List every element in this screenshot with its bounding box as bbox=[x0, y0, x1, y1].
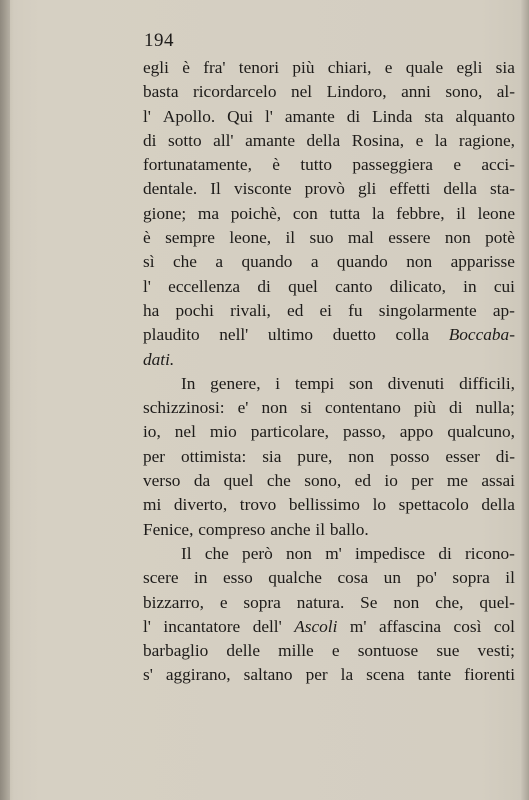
word: esso bbox=[222, 568, 253, 588]
word: canto bbox=[335, 276, 373, 296]
word: barbaglio bbox=[143, 641, 209, 661]
word: sempre bbox=[165, 228, 215, 248]
word: però bbox=[242, 543, 273, 563]
text-line bbox=[143, 396, 515, 420]
word: nell' bbox=[219, 325, 249, 345]
word: il bbox=[505, 568, 515, 588]
word: che bbox=[266, 471, 291, 491]
word: leone bbox=[477, 203, 515, 223]
word: della bbox=[443, 179, 477, 199]
word: cosa bbox=[337, 568, 369, 588]
text-line bbox=[143, 566, 515, 590]
word: più bbox=[292, 58, 315, 77]
word: ottimista: bbox=[180, 446, 247, 466]
word: tempi bbox=[294, 373, 335, 393]
word: genere, bbox=[210, 373, 261, 393]
word: me bbox=[446, 471, 468, 491]
word: non bbox=[406, 252, 433, 272]
word: febbre, bbox=[396, 203, 445, 223]
text-line bbox=[143, 469, 515, 493]
word: ragione, bbox=[458, 130, 515, 150]
word: non bbox=[261, 398, 288, 418]
word: ei bbox=[319, 300, 332, 320]
word: più bbox=[413, 398, 436, 418]
word: della bbox=[306, 130, 341, 150]
word: schizzinosi: bbox=[143, 398, 225, 418]
word: alquanto bbox=[455, 106, 515, 126]
word: per bbox=[411, 471, 434, 491]
text-line bbox=[143, 56, 515, 80]
word: passeggiera bbox=[352, 155, 433, 175]
word: con bbox=[292, 203, 318, 223]
word: a bbox=[215, 252, 224, 272]
word: Linda bbox=[372, 106, 413, 126]
word: visconte bbox=[233, 179, 292, 199]
word: fu bbox=[348, 300, 363, 320]
word: egli bbox=[143, 58, 169, 77]
word: m' bbox=[325, 543, 342, 563]
word: qualcuno, bbox=[447, 422, 515, 442]
word: e bbox=[331, 641, 340, 661]
word: Boccaba- bbox=[448, 325, 515, 345]
word: non bbox=[348, 446, 375, 466]
word: di bbox=[143, 130, 157, 150]
word: m' bbox=[349, 616, 367, 636]
word: nulla; bbox=[475, 398, 515, 418]
word: ricordarcelo bbox=[193, 82, 277, 102]
word: vesti; bbox=[477, 641, 515, 661]
word: basta bbox=[143, 82, 179, 102]
word: il bbox=[285, 228, 296, 248]
text-line bbox=[143, 420, 515, 444]
word: passo, bbox=[342, 422, 386, 442]
word: quel- bbox=[479, 592, 515, 612]
word: amante bbox=[284, 106, 335, 126]
word: Il bbox=[181, 543, 192, 563]
text-line bbox=[143, 250, 515, 274]
word: bellissimo bbox=[288, 495, 360, 515]
text-line bbox=[143, 105, 515, 129]
word: posso bbox=[390, 446, 430, 466]
word: dentale. bbox=[143, 179, 198, 199]
text-line bbox=[143, 372, 515, 396]
word: di bbox=[257, 276, 271, 296]
word: s' bbox=[143, 665, 153, 685]
word: Qui bbox=[227, 106, 254, 126]
word: sia bbox=[262, 446, 282, 466]
word: delle bbox=[226, 641, 261, 661]
word: non bbox=[444, 228, 471, 248]
word: e bbox=[415, 130, 424, 150]
word: il bbox=[456, 203, 466, 223]
word: tutto bbox=[300, 155, 332, 175]
word: che, bbox=[435, 592, 464, 612]
word: nel bbox=[174, 422, 196, 442]
word: si bbox=[300, 398, 312, 418]
page-number: 194 bbox=[144, 30, 174, 51]
word: l' bbox=[143, 616, 151, 636]
word: aggirano, bbox=[165, 665, 231, 685]
word: quel bbox=[223, 471, 254, 491]
word: col bbox=[493, 616, 515, 636]
word: impedisce bbox=[355, 543, 426, 563]
word: l' bbox=[143, 106, 151, 126]
text-line bbox=[143, 177, 515, 201]
body-text bbox=[143, 56, 515, 688]
word: quale bbox=[405, 58, 444, 77]
word: essere bbox=[388, 228, 431, 248]
word: per bbox=[143, 446, 166, 466]
text-line bbox=[143, 518, 515, 542]
word: sopra bbox=[452, 568, 490, 588]
word: assai bbox=[481, 471, 515, 491]
word: Il bbox=[210, 179, 221, 199]
word: è bbox=[143, 228, 151, 248]
word: tante bbox=[417, 665, 452, 685]
word: verso bbox=[143, 471, 181, 491]
word: egli bbox=[456, 58, 483, 77]
word: e bbox=[453, 155, 461, 175]
word: ed bbox=[287, 300, 304, 320]
word: ma bbox=[197, 203, 220, 223]
word: di bbox=[449, 398, 463, 418]
word: effetti bbox=[389, 179, 431, 199]
word: anni bbox=[401, 82, 431, 102]
word: sì bbox=[143, 252, 155, 272]
word: fra' bbox=[203, 58, 226, 77]
word: qualche bbox=[268, 568, 322, 588]
word: Lindoro, bbox=[326, 82, 387, 102]
word: suo bbox=[309, 228, 334, 248]
word: quando bbox=[336, 252, 388, 272]
word: è bbox=[182, 58, 190, 77]
word: sia bbox=[495, 58, 515, 77]
word: eccellenza bbox=[168, 276, 241, 296]
word: ed bbox=[354, 471, 371, 491]
word: In bbox=[181, 373, 196, 393]
word: di- bbox=[495, 446, 515, 466]
word: duetto bbox=[332, 325, 376, 345]
text-line bbox=[143, 663, 515, 687]
word: sue bbox=[436, 641, 460, 661]
word: dilicato, bbox=[389, 276, 446, 296]
word: Se bbox=[360, 592, 378, 612]
text-line bbox=[143, 153, 515, 177]
text-line bbox=[143, 615, 515, 639]
text-line bbox=[143, 202, 515, 226]
word: gli bbox=[358, 179, 377, 199]
word: e bbox=[384, 58, 393, 77]
word: il bbox=[315, 519, 326, 539]
book-spine-shadow bbox=[0, 0, 10, 800]
word: sta- bbox=[490, 179, 515, 199]
word: mi bbox=[143, 495, 162, 515]
word: bizzarro, bbox=[143, 592, 204, 612]
word: incantatore bbox=[163, 616, 241, 636]
word: sta bbox=[424, 106, 444, 126]
text-line bbox=[143, 226, 515, 250]
word: al- bbox=[496, 82, 515, 102]
word: quel bbox=[288, 276, 318, 296]
word: Fenice, bbox=[143, 519, 194, 539]
word: è bbox=[272, 155, 280, 175]
word: e' bbox=[237, 398, 249, 418]
word: natura. bbox=[296, 592, 345, 612]
word: la bbox=[434, 130, 448, 150]
word: contentano bbox=[325, 398, 401, 418]
word: anche bbox=[270, 519, 311, 539]
word: io bbox=[384, 471, 398, 491]
word: cui bbox=[493, 276, 515, 296]
word: e bbox=[219, 592, 228, 612]
word: non bbox=[286, 543, 312, 563]
word: spettacolo bbox=[398, 495, 469, 515]
word: plaudito bbox=[143, 325, 200, 345]
word: sono, bbox=[304, 471, 342, 491]
word: trovo bbox=[239, 495, 277, 515]
text-line bbox=[143, 542, 515, 566]
text-line bbox=[143, 323, 515, 347]
word: sopra bbox=[243, 592, 281, 612]
text-line bbox=[143, 348, 515, 372]
word: esser bbox=[445, 446, 480, 466]
word: ultimo bbox=[267, 325, 314, 345]
word: che bbox=[204, 543, 229, 563]
text-line bbox=[143, 80, 515, 104]
word: dell' bbox=[252, 616, 282, 636]
word: della bbox=[481, 495, 515, 515]
word: particolare, bbox=[250, 422, 329, 442]
word: scere bbox=[143, 568, 179, 588]
word: Ascoli bbox=[294, 616, 338, 636]
word: appo bbox=[399, 422, 434, 442]
word: mio bbox=[209, 422, 237, 442]
word: son bbox=[348, 373, 373, 393]
text-line bbox=[143, 129, 515, 153]
word: ricono- bbox=[465, 543, 515, 563]
word: dati. bbox=[143, 349, 175, 369]
word: ha bbox=[143, 300, 160, 320]
word: divenuti bbox=[387, 373, 445, 393]
word: così bbox=[453, 616, 482, 636]
word: Rosina, bbox=[351, 130, 405, 150]
word: amante bbox=[245, 130, 295, 150]
word: io, bbox=[143, 422, 161, 442]
word: un bbox=[383, 568, 401, 588]
word: poichè, bbox=[230, 203, 282, 223]
word: diverto, bbox=[173, 495, 228, 515]
word: difficili, bbox=[459, 373, 515, 393]
word: fiorenti bbox=[464, 665, 515, 685]
word: sotto bbox=[168, 130, 202, 150]
word: mille bbox=[278, 641, 314, 661]
word: ballo. bbox=[329, 519, 369, 539]
word: rivali, bbox=[230, 300, 271, 320]
word: la bbox=[371, 203, 385, 223]
text-line bbox=[143, 445, 515, 469]
word: l' bbox=[143, 276, 151, 296]
word: di bbox=[346, 106, 361, 126]
text-line bbox=[143, 493, 515, 517]
word: po' bbox=[416, 568, 437, 588]
word: in bbox=[463, 276, 477, 296]
text-line bbox=[143, 639, 515, 663]
word: che bbox=[172, 252, 197, 272]
word: lo bbox=[372, 495, 387, 515]
text-line bbox=[143, 275, 515, 299]
word: scena bbox=[366, 665, 405, 685]
word: colla bbox=[395, 325, 430, 345]
word: ap- bbox=[492, 300, 515, 320]
word: di bbox=[438, 543, 452, 563]
word: sontuose bbox=[357, 641, 419, 661]
word: in bbox=[194, 568, 208, 588]
word: sono, bbox=[445, 82, 483, 102]
word: pochi bbox=[175, 300, 214, 320]
word: chiari, bbox=[327, 58, 372, 77]
word: pure, bbox=[297, 446, 333, 466]
word: i bbox=[275, 373, 281, 393]
word: quando bbox=[241, 252, 293, 272]
word: tenori bbox=[238, 58, 280, 77]
text-line bbox=[143, 299, 515, 323]
word: mal bbox=[347, 228, 374, 248]
word: singolarmente bbox=[378, 300, 477, 320]
word: all' bbox=[213, 130, 234, 150]
word: la bbox=[340, 665, 354, 685]
page-edge-shadow bbox=[521, 0, 529, 800]
word: non bbox=[393, 592, 420, 612]
word: affascina bbox=[378, 616, 442, 636]
word: Apollo. bbox=[162, 106, 216, 126]
word: nel bbox=[290, 82, 313, 102]
word: saltano bbox=[243, 665, 293, 685]
word: leone, bbox=[229, 228, 272, 248]
word: apparisse bbox=[450, 252, 515, 272]
word: per bbox=[305, 665, 328, 685]
word: tutta bbox=[329, 203, 361, 223]
word: acci- bbox=[481, 155, 515, 175]
word: potè bbox=[485, 228, 515, 248]
word: gione; bbox=[143, 203, 187, 223]
word: l' bbox=[264, 106, 273, 126]
word: a bbox=[310, 252, 319, 272]
word: provò bbox=[304, 179, 345, 199]
word: fortunatamente, bbox=[143, 155, 252, 175]
word: da bbox=[193, 471, 211, 491]
text-line bbox=[143, 591, 515, 615]
word: compreso bbox=[198, 519, 266, 539]
